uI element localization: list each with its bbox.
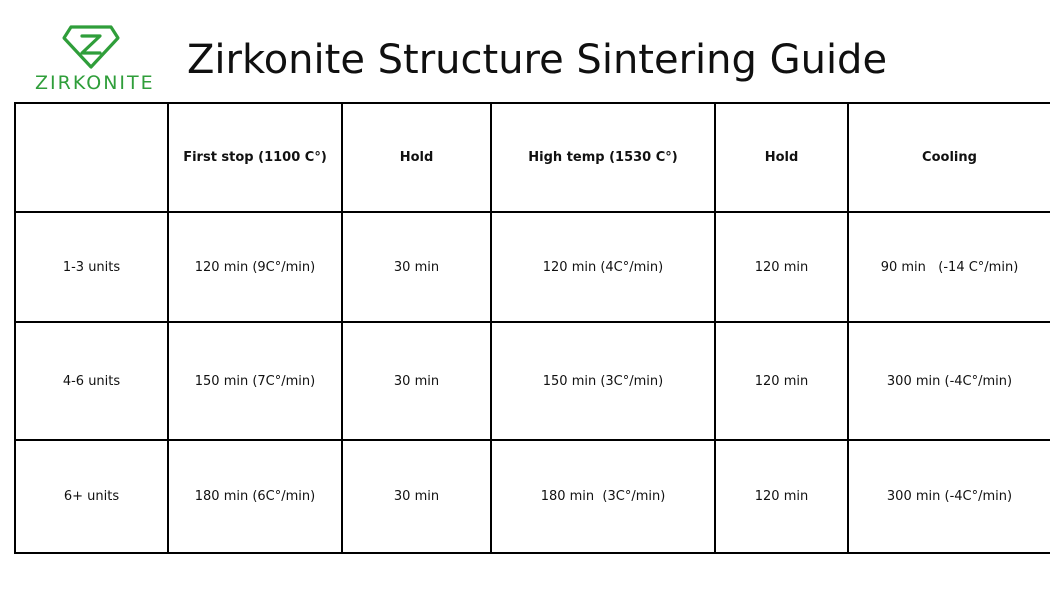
page-title: Zirkonite Structure Sintering Guide <box>187 37 888 83</box>
hold-cell: 30 min <box>342 440 491 553</box>
row-label-cell: 6+ units <box>15 440 168 553</box>
hold-cell: 120 min <box>715 440 848 553</box>
sintering-guide-table <box>14 102 1050 554</box>
header-cell-high-temp: High temp (1530 C°) <box>491 103 715 212</box>
cooling-cell: 90 min (-14 C°/min) <box>848 212 1050 322</box>
cooling-cell: 300 min (-4C°/min) <box>848 440 1050 553</box>
high-temp-cell: 120 min (4C°/min) <box>491 212 715 322</box>
header-cell-first-stop: First stop (1100 C°) <box>168 103 342 212</box>
first-stop-cell: 150 min (7C°/min) <box>168 322 342 440</box>
header-cell-hold-1: Hold <box>342 103 491 212</box>
row-label-cell: 1-3 units <box>15 212 168 322</box>
hold-cell: 30 min <box>342 212 491 322</box>
brand-logo-text: ZIRKONITE <box>35 72 155 94</box>
first-stop-cell: 120 min (9C°/min) <box>168 212 342 322</box>
table-row <box>15 440 1050 553</box>
hold-cell: 120 min <box>715 212 848 322</box>
diamond-z-icon <box>61 24 121 70</box>
table-row <box>15 212 1050 322</box>
header-cell-cooling: Cooling <box>848 103 1050 212</box>
first-stop-cell: 180 min (6C°/min) <box>168 440 342 553</box>
table-header-row <box>15 103 1050 212</box>
hold-cell: 30 min <box>342 322 491 440</box>
brand-logo <box>30 20 155 98</box>
cooling-cell: 300 min (-4C°/min) <box>848 322 1050 440</box>
row-label-cell: 4-6 units <box>15 322 168 440</box>
high-temp-cell: 180 min (3C°/min) <box>491 440 715 553</box>
table-row <box>15 322 1050 440</box>
header-cell-hold-2: Hold <box>715 103 848 212</box>
high-temp-cell: 150 min (3C°/min) <box>491 322 715 440</box>
hold-cell: 120 min <box>715 322 848 440</box>
header-cell-empty <box>15 103 168 212</box>
